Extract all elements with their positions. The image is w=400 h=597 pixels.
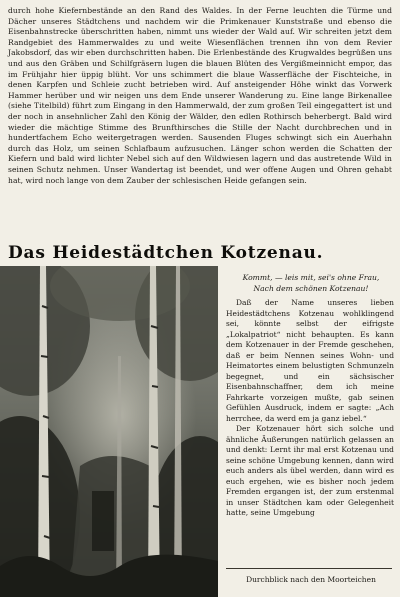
verse-line-1: Kommt, — leis mit, sei's ohne Frau,: [242, 273, 380, 282]
intro-paragraph: [8, 6, 392, 186]
article-column: [226, 298, 394, 519]
article-headline: Das Heidestädtchen Kotzenau.: [8, 243, 324, 263]
column-paragraph-2: Der Kotzenauer hört sich solche und ähnliche Äußerungen natürlich gelassen an und denkt: Lernt ihr mal erst Kotzenau und seine schöne Umgebung kennen, dann wird euch anders als übel werden, dann wird es euch ergehen, wie es bisher noch jedem Fremden ergangen ist, der zum erstenmal in unser Städtchen kam oder Gelegenheit hatte, seine Umgebung: [226, 424, 394, 517]
intro-text: durch hohe Kiefernbestände an den Rand des Waldes. In der Ferne leuchten die Türme und Dächer unseres Städtchens und nachdem wir die Primkenauer Kunststraße und ebenso die Eisenbahnstrecke überschritten haben, nimmt uns wieder der Wald auf. Wir schreiten jetzt dem Randgebiet des Hammerwaldes zu und weite Wiesenflächen trennen ihn von dem Revier Jakobsdorf, das wir eben durchschritten haben. Die Erlenbestände des Krugwaldes begrüßen uns und aus den Gräben und Schilfgräsern lugen die blauen Blüten des Vergißmeinnicht empor, das im Frühjahr hier üppig blüht. Vor uns schimmert die blaue Wasserfläche der Fischteiche, in denen Karpfen und Schleie zucht betrieben wird. Auf ansteigender Höhe winkt das Vorwerk Hammer herüber und wir neigen uns dem Ende unserer Wanderung zu. Eine lange Birkenallee (siehe Titelbild) führt zum Eingang in den Hammerwald, der zum großen Teil eingegattert ist und der noch in ansehnlicher Zahl den König der Wälder, den edlen Rothirsch beherbergt. Bald wird wieder die mächtige Stimme des Brunfthirsches die Stille der Nacht durchbrechen und in hundertfachem Echo weitergetragen werden. Sausenden Fluges schwingt sich ein Auerhahn durch das Holz, um seinen Schlafbaum aufzusuchen. Länger schon werden die Schatten der Kiefern und bald wird lichter Nebel sich auf den Wildwiesen lagern und das austretende Wild in seinen Schutz nehmen. Unser Wandertag ist beendet, und wer offene Augen und Ohren gehabt hat, wird noch lange von dem Zauber der schlesischen Heide gefangen sein.: [8, 6, 392, 185]
verse: [226, 272, 396, 294]
photo-caption: Durchblick nach den Moorteichen: [246, 575, 376, 584]
caption-rule: [226, 568, 392, 569]
verse-line-2: Nach dem schönen Kotzenau!: [253, 284, 369, 293]
column-paragraph-1: Daß der Name unseres lieben Heidestädtchens Kotzenau wohlklingend sei, könnte selbst der eifrigste „Lokalpatriot“ nicht behaupten. Es kann dem Kotzenauer in der Fremde geschehen, daß er beim Nennen seines Wohn- und Heimatortes einem belustigten Schmunzeln begegnet, und ein sächsischer Eisenbahnschaffner, dem ich meine Fahrkarte vorzeigen mußte, gab seinen Gefühlen Ausdruck, indem er sagte: „Ach herrchee, da werd em ja ganz iebel.“: [226, 298, 394, 423]
photo-birch-trees: [0, 266, 218, 597]
photo-illustration: [0, 266, 218, 597]
